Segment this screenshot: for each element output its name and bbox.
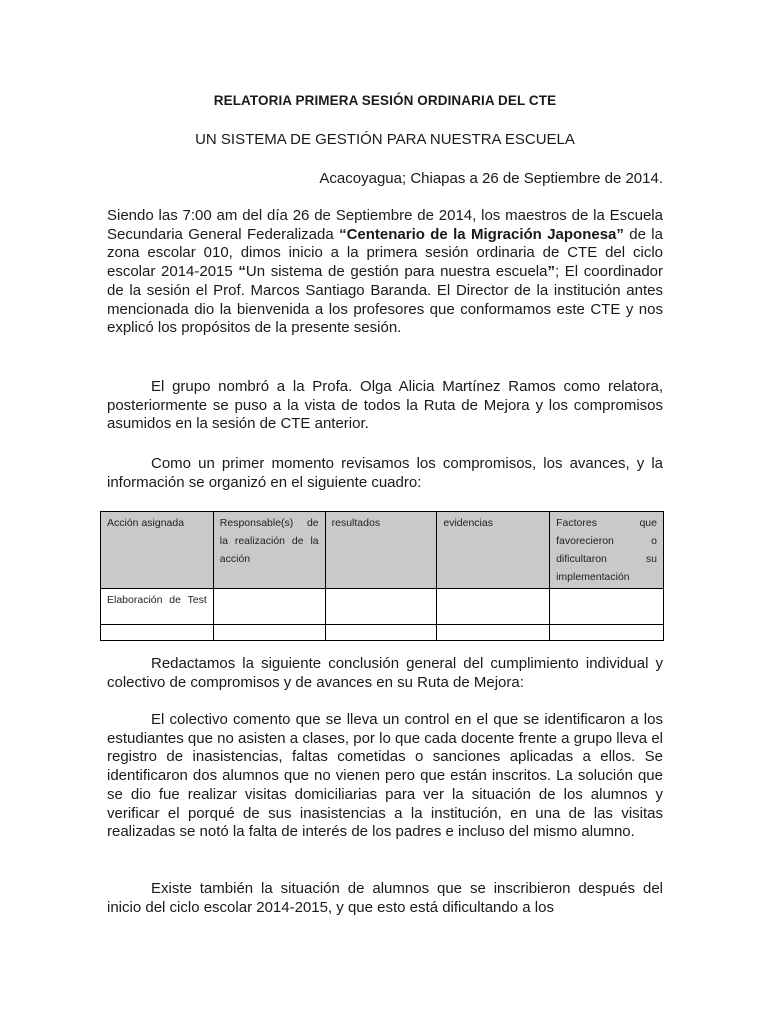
header-resultados: resultados	[325, 512, 437, 589]
table-cell	[213, 589, 325, 625]
header-factores: Factores que favorecieron o dificultaron su implementación	[550, 512, 664, 589]
paragraph-conclusion: El colectivo comento que se lleva un control en el que se identificaron a los estudiantes que no asisten a clases, por lo que cada docente frente a grupo lleva el registro de inasistencias, faltas cometidas o sanciones aplicadas a ellos. Se identificaron dos alumnos que no vienen pero que están inscritos. La solución que se dio fue realizar visitas domiciliarias para ver la situación de los alumnos y verificar el porqué de sus inasistencias a la institución, en una de las visitas realizadas se notó la falta de interés de los padres e incluso del mismo alumno.	[107, 711, 663, 841]
table-cell	[325, 589, 437, 625]
document-title: RELATORIA PRIMERA SESIÓN ORDINARIA DEL CTE	[213, 93, 557, 108]
table-cell	[213, 625, 325, 641]
table-cell: Elaboración de Test	[101, 589, 214, 625]
intro-text-a: Siendo las 7:00 am del día 26 de Septiembre de 2014, los maestros de la Escuela Secundaria General Federalizada	[107, 207, 663, 243]
table-row	[101, 625, 664, 641]
paragraph-conclusion-intro: Redactamos la siguiente conclusión general del cumplimiento individual y colectivo de compromisos y de avances en su Ruta de Mejora:	[107, 655, 663, 691]
document-subtitle: UN SISTEMA DE GESTIÓN PARA NUESTRA ESCUELA	[195, 131, 575, 148]
close-quote: ”	[547, 263, 555, 281]
table-cell	[325, 625, 437, 641]
school-name: “Centenario de la Migración Japonesa”	[339, 225, 624, 243]
paragraph-intro	[107, 207, 663, 338]
header-responsable: Responsable(s) de la realización de la acción	[213, 512, 325, 589]
table-cell	[101, 625, 214, 641]
table-cell	[437, 589, 550, 625]
paragraph-continuation-clip	[107, 880, 663, 920]
paragraph-continuation: Existe también la situación de alumnos que se inscribieron después del inicio del ciclo escolar 2014-2015, y que esto está dificultando a los	[107, 880, 663, 916]
session-name: Un sistema de gestión para nuestra escuela	[245, 263, 548, 281]
dateline: Acacoyagua; Chiapas a 26 de Septiembre de 2014.	[319, 170, 663, 187]
table-row	[101, 589, 664, 625]
paragraph-review: Como un primer momento revisamos los compromisos, los avances, y la información se organizó en el siguiente cuadro:	[107, 455, 663, 491]
table-cell	[550, 625, 664, 641]
open-quote: “	[238, 263, 246, 281]
header-accion: Acción asignada	[101, 512, 214, 589]
intro-text-g: ; El coordinador de la sesión el Prof. Marcos Santiago Baranda. El Director de la institución antes mencionada dio la bienvenida a los profesores que conformamos este CTE y nos explicó los propósitos de la presente sesión.	[107, 263, 663, 337]
table-header-row	[101, 512, 664, 589]
intro-text-c: de la zona escolar 010, dimos inicio a la primera sesión ordinaria de CTE del ciclo escolar 2014-2015	[107, 225, 663, 281]
paragraph-relatora: El grupo nombró a la Profa. Olga Alicia Martínez Ramos como relatora, posteriormente se puso a la vista de todos la Ruta de Mejora y los compromisos asumidos en la sesión de CTE anterior.	[107, 378, 663, 433]
header-evidencias: evidencias	[437, 512, 550, 589]
table-cell	[437, 625, 550, 641]
table-cell	[550, 589, 664, 625]
commitments-table	[100, 511, 664, 641]
